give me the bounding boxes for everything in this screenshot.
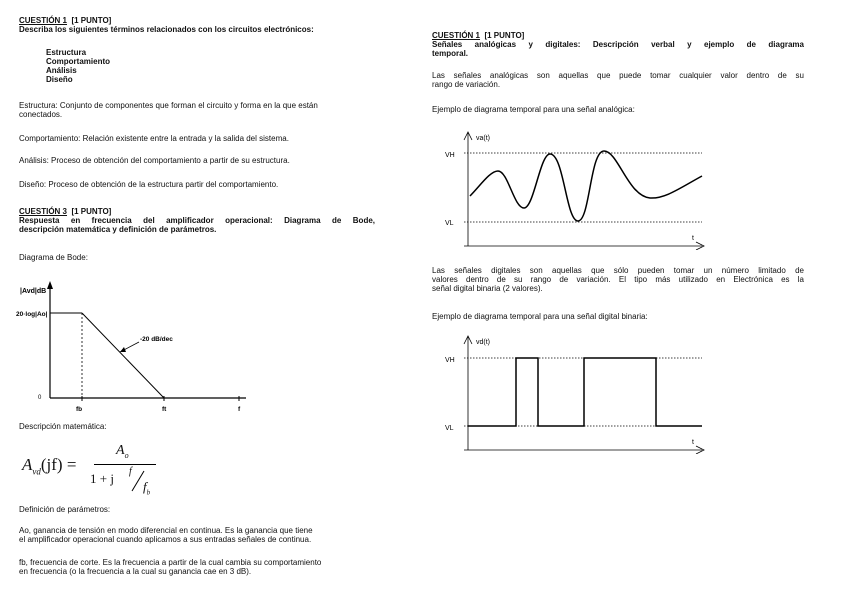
analog-diagram — [440, 126, 720, 250]
q3-heading: CUESTIÓN 3 — [19, 207, 68, 216]
def-behavior: Comportamiento: Relación existente entre la entrada y la salida del sistema. — [19, 134, 289, 143]
digital-signal-label: vd(t) — [476, 339, 490, 346]
q1-heading: CUESTIÓN 1 — [19, 16, 68, 25]
digital-diagram — [440, 330, 720, 454]
formula-num-sub: o — [124, 450, 129, 460]
digital-example-label: Ejemplo de diagrama temporal para una señal digital binaria: — [432, 312, 648, 321]
analog-vl-label: VL — [445, 220, 454, 227]
def-design: Diseño: Proceso de obtención de la estructura partir del comportamiento. — [19, 180, 279, 189]
def-structure-line2: conectados. — [19, 110, 63, 119]
param-ao-line1: Ao, ganancia de tensión en modo diferencial en continua. Es la ganancia que tiene — [19, 526, 313, 535]
bode-ylabel: |Avd|dB — [20, 288, 47, 295]
formula-denom-f: f — [129, 466, 132, 477]
term-structure: Estructura — [46, 48, 87, 57]
analog-example-label: Ejemplo de diagrama temporal para una señal analógica: — [432, 105, 635, 114]
formula-fraction-bar — [94, 464, 156, 465]
bode-rolloff — [82, 313, 164, 398]
formula-lhs-arg: (jf) = — [40, 455, 77, 474]
formula-denom-fb-var: f — [143, 479, 147, 494]
r-q1-points: [1 PUNTO] — [484, 31, 525, 40]
formula-lhs-sub: vd — [32, 466, 41, 477]
formula-numerator — [116, 444, 129, 463]
analog-vh-label: VH — [445, 152, 455, 159]
bode-diagram — [14, 272, 254, 418]
r-q1-heading: CUESTIÓN 1 — [432, 31, 481, 40]
formula-num-var: A — [116, 443, 125, 458]
def-analysis: Análisis: Proceso de obtención del comportamiento a partir de su estructura. — [19, 156, 290, 165]
term-behavior: Comportamiento — [46, 57, 110, 66]
digital-vh-label: VH — [445, 357, 455, 364]
r-q1-heading-line — [432, 31, 524, 40]
q3-prompt-line1: Respuesta en frecuencia del amplificador operacional: Diagrama de Bode, — [19, 216, 375, 225]
r-q1-prompt-line1: Señales analógicas y digitales: Descripción verbal y ejemplo de diagrama — [432, 40, 804, 49]
analog-waveform — [470, 151, 702, 221]
bode-xtick-f: f — [238, 406, 241, 413]
bode-xtick-ft: ft — [162, 406, 167, 413]
q1-heading-line — [19, 16, 111, 25]
q1-prompt: Describa los siguientes términos relacionados con los circuitos electrónicos: — [19, 25, 314, 34]
transfer-function — [22, 444, 172, 496]
q1-points: [1 PUNTO] — [71, 16, 112, 25]
r-q1-prompt-line2: temporal. — [432, 49, 469, 58]
formula-lhs — [22, 456, 76, 480]
bode-level-label: 20·log|Ao| — [16, 311, 48, 318]
digital-desc-line3: señal digital binaria (2 valores). — [432, 284, 543, 293]
q3-points: [1 PUNTO] — [71, 207, 112, 216]
analog-desc-line1: Las señales analógicas son aquellas que puede tomar cualquier valor dentro de su — [432, 71, 804, 80]
formula-denom-fb-sub: b — [146, 488, 151, 497]
analog-signal-label: va(t) — [476, 135, 490, 142]
bode-origin: 0 — [38, 395, 42, 401]
def-structure-line1: Estructura: Conjunto de componentes que forman el circuito y forma en la que están — [19, 101, 318, 110]
param-fb-line2: en frecuencia (o la frecuencia a la cual su ganancia cae en 3 dB). — [19, 567, 252, 576]
math-label: Descripción matemática: — [19, 422, 107, 431]
digital-vl-label: VL — [445, 425, 454, 432]
bode-xtick-fb: fb — [76, 406, 83, 413]
formula-denom-fb — [143, 480, 150, 500]
bode-y-arrow — [47, 281, 53, 289]
digital-desc-line1: Las señales digitales son aquellas que sólo pueden tomar un número limitado de — [432, 266, 804, 275]
bode-label: Diagrama de Bode: — [19, 253, 88, 262]
digital-waveform — [468, 358, 702, 426]
analog-desc-line2: rango de variación. — [432, 80, 501, 89]
term-design: Diseño — [46, 75, 73, 84]
param-fb-line1: fb, frecuencia de corte. Es la frecuencia a partir de la cual cambia su comportamiento — [19, 558, 322, 567]
params-label: Definición de parámetros: — [19, 505, 111, 514]
digital-t-label: t — [692, 439, 694, 446]
bode-slope-label: -20 dB/dec — [140, 336, 173, 343]
q3-prompt-line2: descripción matemática y definición de parámetros. — [19, 225, 217, 234]
formula-lhs-var: A — [22, 455, 33, 474]
term-analysis: Análisis — [46, 66, 77, 75]
param-ao-line2: el amplificador operacional cuando aplicamos a sus entradas señales de continua. — [19, 535, 312, 544]
digital-desc-line2: valores dentro de su rango de variación. El tipo más utilizado en Electrónica es la — [432, 275, 804, 284]
q3-heading-line — [19, 207, 111, 216]
formula-denom-prefix: 1 + j — [90, 471, 114, 486]
analog-t-label: t — [692, 235, 694, 242]
